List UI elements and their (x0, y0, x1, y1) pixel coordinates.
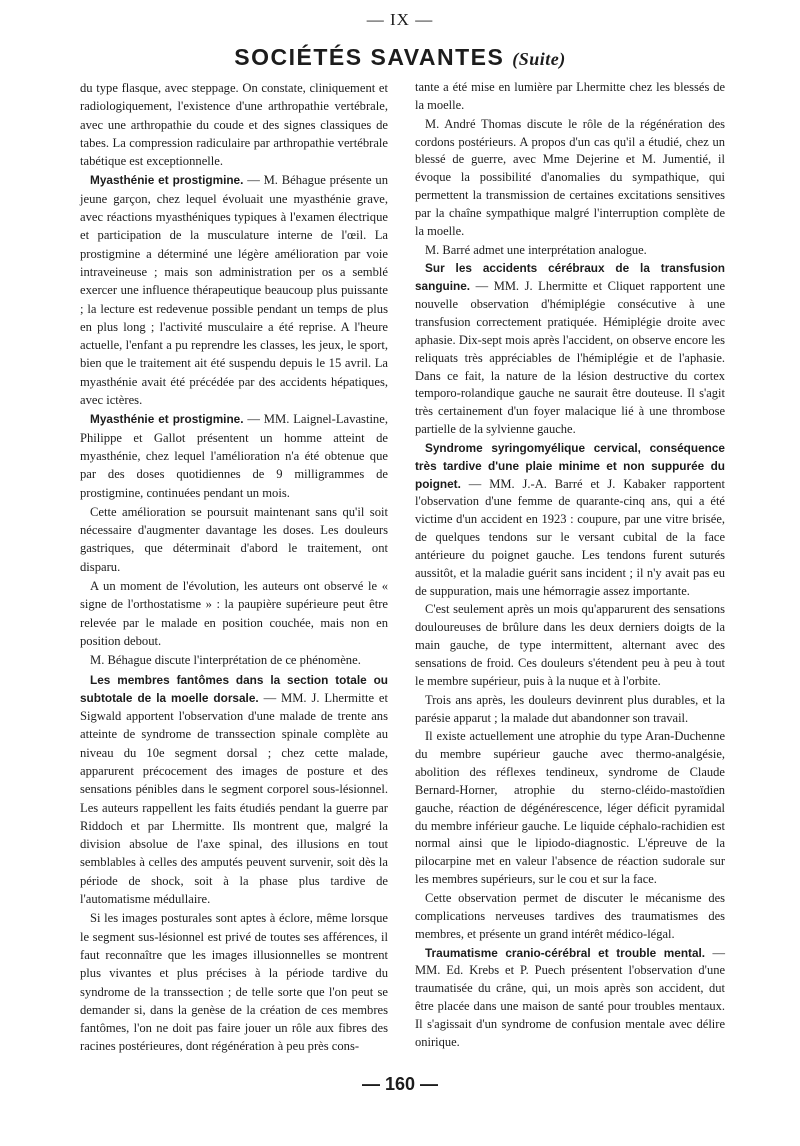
page-title (0, 44, 800, 71)
paragraph (80, 410, 388, 501)
section-heading: Traumatisme cranio-cérébral et trouble mental. (425, 945, 706, 960)
left-column (80, 79, 388, 1057)
paragraph-text: M. Barré admet une interprétation analogue. (425, 242, 647, 257)
paragraph-text: — MM. J.-A. Barré et J. Kabaker rapportent l'observation d'une femme de quarante-cinq ans, qui a été victime d'un accident en 1923 : coupure, par une vitre brisée, de quelques tendons sur le versant cubital de la face antérieure du poignet gauche. Les tendons furent suturés aussitôt, et la maladie guérit sans incident ; il n'y avait pas eu de suppuration, mais une hémorragie assez importante. (415, 476, 725, 598)
paragraph-text: Trois ans après, les douleurs devinrent plus durables, et la parésie apparut ; la malade dut abandonner son travail. (415, 692, 725, 725)
paragraph-text: — MM. J. Lhermitte et Sigwald apportent l'observation d'une malade de trente ans atteinte de syndrome de transsection spinale complète au niveau du 10e segment dorsal ; chez cette malade, apparurent précocement des images de posture et des sensations pénibles dans le segment corporel sous-lésionnel. Les auteurs rappellent les faits étudiés pendant la guerre par Riddoch et par Lhermitte. Ils montrent que, malgré la division absolue de l'axe spinal, des illusions en tout semblables à celles des amputés peuvent survenir, soit dès la période de shock, soit à la phase plus tardive de l'automatisme médullaire. (80, 690, 388, 907)
section-heading: Sur les accidents cérébraux de la transfusion sanguine. (415, 261, 725, 294)
paragraph (80, 171, 388, 409)
paragraph-text: — M. Béhague présente un jeune garçon, chez lequel évoluait une myasthénie grave, avec réactions myasthéniques typiques à l'examen électrique et participation de la musculature interne de l'œil. La prostigmine a déterminé une légère amélioration par voie intraveineuse ; mais son administration per os a semblé exercer une influence thérapeutique beaucoup plus puissante ; la lecture est redevenue possible pendant un temps de plus en plus long ; l'activité musculaire a été reprise. A l'heure actuelle, l'enfant a pu reprendre les classes, les jeux, le sport, bien que le traitement ait été suspendu depuis le 15 avril. La myasthénie avait été précédée par des accidents hépatiques, avec ictères. (80, 173, 388, 408)
paragraph (415, 242, 725, 260)
paragraph (80, 909, 388, 1055)
page-number-roman: — IX — (366, 10, 434, 29)
section-heading: Myasthénie et prostigmine. (90, 173, 244, 188)
paragraph-text: A un moment de l'évolution, les auteurs ont observé le « signe de l'orthostatisme » : la paupière supérieure peut être relevée par le malade en position couchée, mais non en position debout. (80, 579, 388, 648)
paragraph (415, 601, 725, 690)
paragraph (80, 503, 388, 576)
section-heading: Les membres fantômes dans la section totale ou subtotale de la moelle dorsale. (80, 672, 388, 705)
paragraph (80, 577, 388, 650)
paragraph-text: Cette observation permet de discuter le mécanisme des complications nerveuses tardives des traumatismes des membres, et présente un grand intérêt médico-légal. (415, 890, 725, 941)
paragraph-text: tante a été mise en lumière par Lhermitte chez les blessés de la moelle. (415, 80, 725, 112)
paragraph (415, 692, 725, 728)
paragraph (415, 260, 725, 438)
paragraph (80, 79, 388, 170)
paragraph (415, 890, 725, 944)
paragraph (415, 116, 725, 241)
paragraph-text: Il existe actuellement une atrophie du type Aran-Duchenne du membre supérieur gauche avec thermo-analgésie, abolition des réflexes tendineux, syndrome de Claude Bernard-Horner, atrophie du sterno-cléido-mastoïdien gauche, réaction de dégénérescence, léger déficit pyramidal du membre inférieur gauche. Le liquide céphalo-rachidien est normal ainsi que le lipiodo-diagnostic. L'épreuve de la pilocarpine met en valeur l'absence de réaction sudorale sur les membres supérieurs, sur le cou et sur la face. (415, 729, 725, 887)
title-text: SOCIÉTÉS SAVANTES (234, 44, 505, 70)
paragraph (415, 945, 725, 1052)
paragraph-text: C'est seulement après un mois qu'apparurent des sensations douloureuses de brûlure dans les deux derniers doigts de la main gauche, de type intermittent, alternant avec des sensations de froid. Ces douleurs s'étendent peu à peu à tout le membre supérieur, puis à la nuque et à l'orbite. (415, 602, 725, 688)
paragraph (80, 651, 388, 669)
paragraph-text: Si les images posturales sont aptes à éclore, même lorsque le segment sus-lésionnel est privé de toutes ses afférences, il faut reconnaître que les images illusionnelles se montrent plus vivantes et plus précises à la période tardive du syndrome de la transsection ; de telle sorte que l'on peut se demander si, dans la genèse de la création de ces membres fantômes, l'on ne doit pas faire jouer un rôle aux fibres des racines postérieures, dont régénération à peu près cons- (80, 911, 388, 1054)
paragraph-text: — MM. J. Lhermitte et Cliquet rapportent une nouvelle observation d'hémiplégie consécutive à une transfusion correctement pratiquée. Hémiplégie droite avec aphasie. Dix-sept mois après l'accident, on observe encore les reliquats très appréciables de l'hémiplégie et de l'aphasie. Dans ce fait, la nature de la lésion destructive du cortex temporo-rolandique gauche ne saurait être douteuse. Il s'agit très certainement d'un foyer malacique lié à une thrombose partielle de la sylvienne gauche. (415, 279, 725, 437)
title-suite: (Suite) (512, 49, 566, 69)
section-heading: Syndrome syringomyélique cervical, conséquence très tardive d'une plaie minime et non suppurée du poignet. (415, 440, 725, 491)
paragraph-text: — MM. Laignel-Lavastine, Philippe et Gallot présentent un homme atteint de myasthénie, chez lequel l'amélioration n'a été obtenue que par des doses quotidiennes de 9 milligrammes de prostigmine, continuées pendant un mois. (80, 412, 388, 500)
paragraph (415, 728, 725, 889)
paragraph (80, 671, 388, 909)
paragraph-text: Cette amélioration se poursuit maintenant sans qu'il soit nécessaire d'augmenter davantage les doses. Les douleurs gastriques, que déterminait d'abord le traitement, ont disparu. (80, 504, 388, 574)
paragraph (415, 440, 725, 601)
paragraph-text: — MM. Ed. Krebs et P. Puech présentent l'observation d'une traumatisée du crâne, qui, un mois après son accident, dut être placée dans une maison de santé pour troubles mentaux. Il s'agissait d'un syndrome de confusion mentale avec délire onirique. (415, 945, 725, 1049)
paragraph (415, 79, 725, 115)
paragraph-text: M. André Thomas discute le rôle de la régénération des cordons postérieurs. A propos d'un cas qu'il a étudié, chez un blessé de guerre, avec Mme Dejerine et M. Jumentié, il évoque la possibilité d'anomalies du sympathique, qui permettent la transmission de certaines excitations sensitives par la chaîne sympathique malgré l'interruption complète de la moelle. (415, 116, 725, 238)
paragraph-text: du type flasque, avec steppage. On constate, cliniquement et radiologiquement, l'existence d'une arthropathie vertébrale, avec une arthropathie du coude et des signes classiques de tabes. La compression radiculaire par arthropathie vertébrale tabétique est exceptionnelle. (80, 81, 388, 169)
section-heading: Myasthénie et prostigmine. (90, 412, 244, 427)
paragraph-text: M. Béhague discute l'interprétation de ce phénomène. (90, 653, 361, 668)
right-column (415, 79, 725, 1053)
page-number: — 160 — (361, 1074, 439, 1094)
